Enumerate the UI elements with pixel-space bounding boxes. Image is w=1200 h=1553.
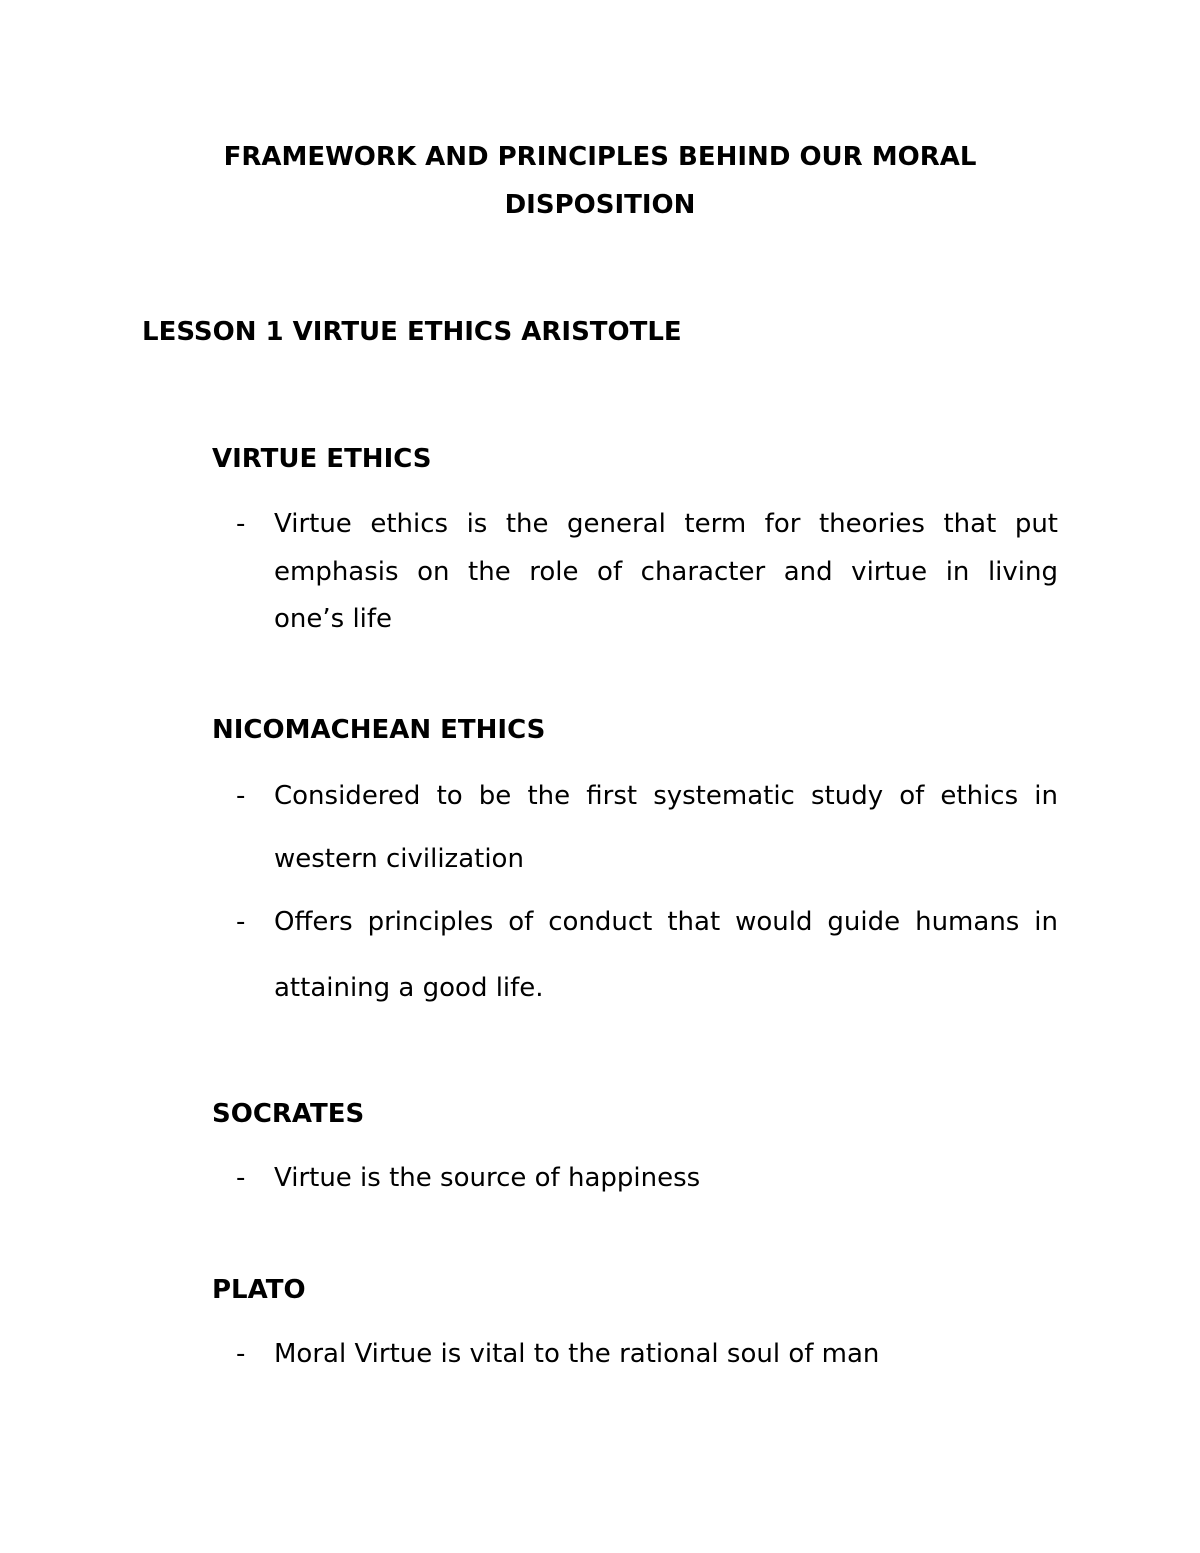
bullet-text-line: one’s life [274,604,393,634]
bullet-text-line: Virtue ethics is the general term for theories that put [274,509,1058,539]
bullet-text-line: western civilization [274,844,524,874]
section-heading-socrates: SOCRATES [212,1099,365,1129]
bullet-text-line: Virtue is the source of happiness [274,1163,701,1193]
section-heading-plato: PLATO [212,1275,306,1305]
bullet-text-line: attaining a good life. [274,973,544,1003]
bullet-dash: - [236,781,246,811]
bullet-dash: - [236,1339,246,1369]
document-title-line-1: FRAMEWORK AND PRINCIPLES BEHIND OUR MORAL [223,142,977,172]
lesson-title: LESSON 1 VIRTUE ETHICS ARISTOTLE [142,317,682,347]
bullet-text-line: Offers principles of conduct that would guide humans in [274,907,1058,937]
bullet-dash: - [236,907,246,937]
bullet-text-line: Moral Virtue is vital to the rational soul of man [274,1339,880,1369]
section-heading-nicomachean-ethics: NICOMACHEAN ETHICS [212,715,546,745]
section-heading-virtue-ethics: VIRTUE ETHICS [212,444,432,474]
bullet-text-line: emphasis on the role of character and virtue in living [274,557,1058,587]
bullet-dash: - [236,1163,246,1193]
bullet-text-line: Considered to be the first systematic study of ethics in [274,781,1058,811]
document-title-line-2: DISPOSITION [504,190,696,220]
bullet-dash: - [236,509,246,539]
